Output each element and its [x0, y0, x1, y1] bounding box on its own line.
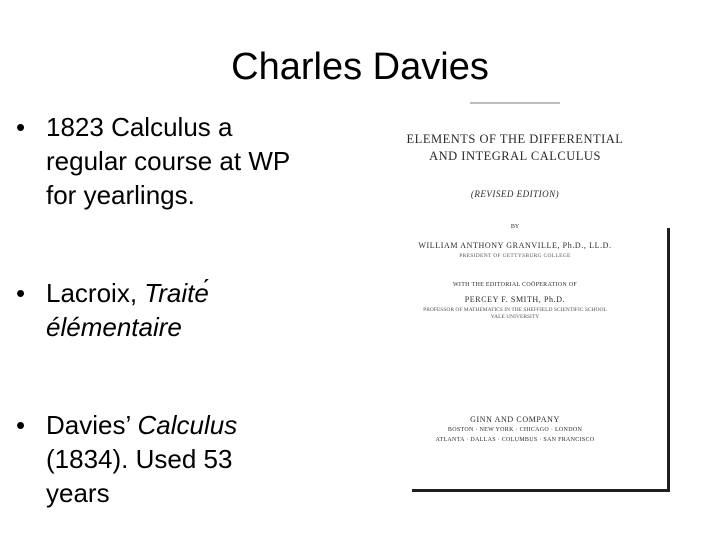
book-coauthor: PERCEY F. SMITH, Ph.D. — [464, 295, 566, 304]
bullet-line: for yearlings. — [46, 180, 195, 210]
bullet-text — [46, 276, 346, 344]
book-title-italic: Traite — [144, 278, 209, 308]
bullet-line: (1834). Used 53 — [46, 444, 233, 474]
book-author: WILLIAM ANTHONY GRANVILLE, Ph.D., LL.D. — [418, 241, 612, 250]
bullet-marker: • — [16, 278, 26, 308]
book-publisher: GINN AND COMPANY — [470, 415, 560, 424]
page-edge — [412, 489, 670, 492]
bullet-marker: • — [16, 410, 26, 440]
book-title-page-image — [370, 100, 670, 492]
bullet-line — [46, 276, 346, 310]
bullet-marker: • — [16, 112, 26, 142]
book-title-line: AND INTEGRAL CALCULUS — [429, 149, 601, 163]
bullet-line: regular course at WP — [46, 146, 291, 176]
bullet-text — [46, 110, 346, 212]
slide-title: Charles Davies — [231, 46, 489, 88]
bullet-prefix: Lacroix, — [46, 278, 145, 308]
scan-mark — [470, 102, 560, 104]
book-author-affiliation: PRESIDENT OF GETTYSBURG COLLEGE — [459, 253, 571, 259]
book-coauthor-affiliation: YALE UNIVERSITY — [490, 314, 540, 320]
book-title-italic: Calculus — [137, 410, 238, 440]
bullet-prefix: Davies’ — [46, 410, 138, 440]
bullet-text — [46, 408, 346, 510]
book-title-line: ELEMENTS OF THE DIFFERENTIAL — [406, 132, 624, 146]
book-cooperation-line: WITH THE EDITORIAL COÖPERATION OF — [452, 282, 578, 288]
book-publisher-cities: BOSTON · NEW YORK · CHICAGO · LONDON — [447, 427, 583, 433]
bullet-line: years — [46, 478, 110, 508]
page-edge — [667, 228, 670, 492]
book-coauthor-affiliation: PROFESSOR OF MATHEMATICS IN THE SHEFFIELD SCIENTIFIC SCHOOL — [423, 307, 607, 313]
book-edition: (REVISED EDITION) — [470, 189, 560, 199]
book-publisher-cities: ATLANTA · DALLAS · COLUMBUS · SAN FRANCISCO — [435, 437, 595, 443]
bullet-line — [46, 408, 346, 442]
book-title-italic: élémentaire — [46, 312, 182, 342]
bullet-line: 1823 Calculus a — [46, 112, 233, 142]
book-by: BY — [510, 224, 520, 230]
